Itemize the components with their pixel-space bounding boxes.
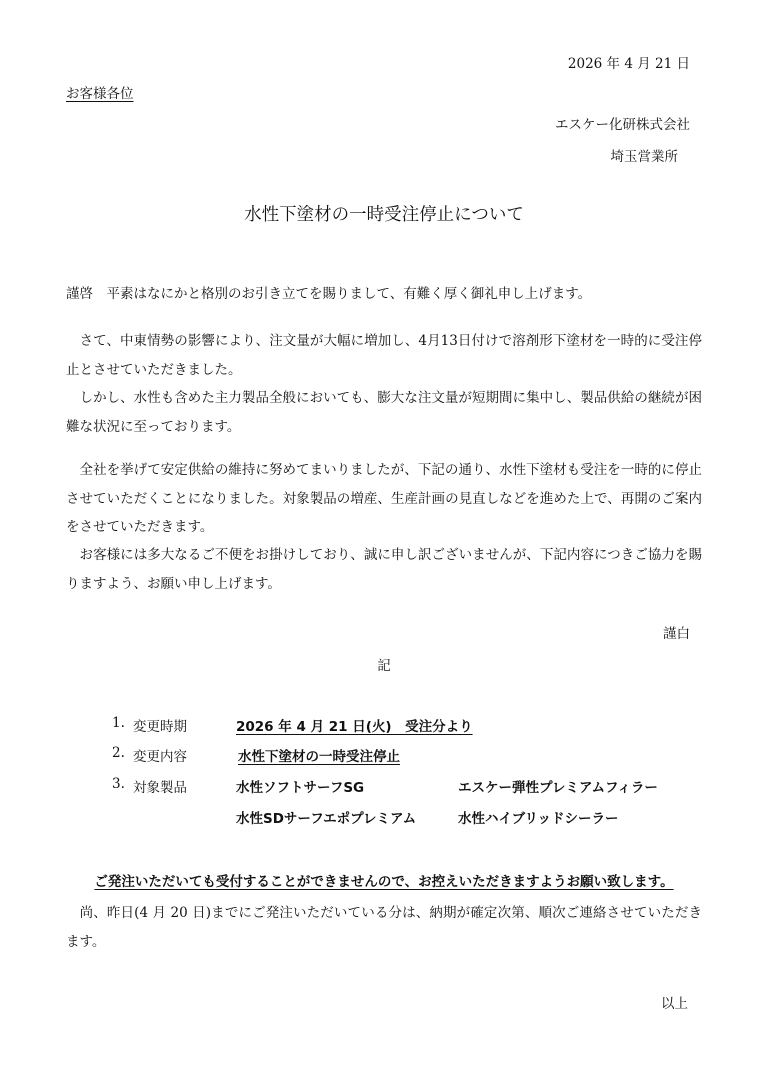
document-date: 2026 年 4 月 21 日 <box>567 56 690 72</box>
item-label-change-content: 変更内容 <box>133 749 187 765</box>
important-notice: ご発注いただいても受付することができませんので、お控えいただきますようお願い致します。 <box>94 874 674 890</box>
body-paragraph-4: お客様には多大なるご不便をお掛けしており、誠に申し訳ございませんが、下記内容につきご協力を賜りますよう、お願い申し上げます。 <box>66 547 702 592</box>
product-name: エスケー弾性プレミアムフィラー <box>458 780 658 796</box>
product-name: 水性ハイブリッドシーラー <box>458 811 619 827</box>
item-value-change-date: 2026 年 4 月 21 日(火) 受注分より <box>236 719 473 735</box>
sender-company: エスケー化研株式会社 <box>555 117 690 133</box>
item-number: 3. <box>112 776 125 792</box>
sender-branch: 埼玉営業所 <box>610 149 678 165</box>
document-title: 水性下塗材の一時受注停止について <box>244 205 524 225</box>
body-paragraph-2: しかし、水性も含めた主力製品全般においても、膨大な注文量が短期間に集中し、製品供給の継続が困難な状況に至っております。 <box>66 390 702 435</box>
item-value-change-content: 水性下塗材の一時受注停止 <box>238 749 400 765</box>
item-number: 2. <box>112 745 125 761</box>
closing-word: 謹白 <box>663 626 690 642</box>
product-name: 水性ソフトサーフSG <box>236 780 365 796</box>
closing-paragraph: 尚、昨日(4 月 20 日)までにご発注いただいている分は、納期が確定次第、順次ご連絡させていただきます。 <box>66 905 702 950</box>
body-paragraph-3: 全社を挙げて安定供給の維持に努めてまいりましたが、下記の通り、水性下塗材も受注を一時的に停止させていただくことになりました。対象製品の増産、生産計画の見直しなどを進めた上で、再開のご案内をさせていただきます。 <box>66 462 702 535</box>
body-paragraph-1: さて、中東情勢の影響により、注文量が大幅に増加し、4月13日付けで溶剤形下塗材を一時的に受注停止とさせていただきました。 <box>66 333 702 378</box>
product-name: 水性SDサーフエポプレミアム <box>236 811 417 827</box>
ki-heading: 記 <box>377 658 391 674</box>
item-label-target-products: 対象製品 <box>133 780 187 796</box>
item-label-change-date: 変更時期 <box>133 719 187 735</box>
greeting-paragraph: 謹啓 平素はなにかと格別のお引き立てを賜りまして、有難く厚く御礼申し上げます。 <box>66 286 592 302</box>
addressee: お客様各位 <box>66 86 134 102</box>
end-mark: 以上 <box>661 996 688 1012</box>
item-number: 1. <box>112 715 125 731</box>
